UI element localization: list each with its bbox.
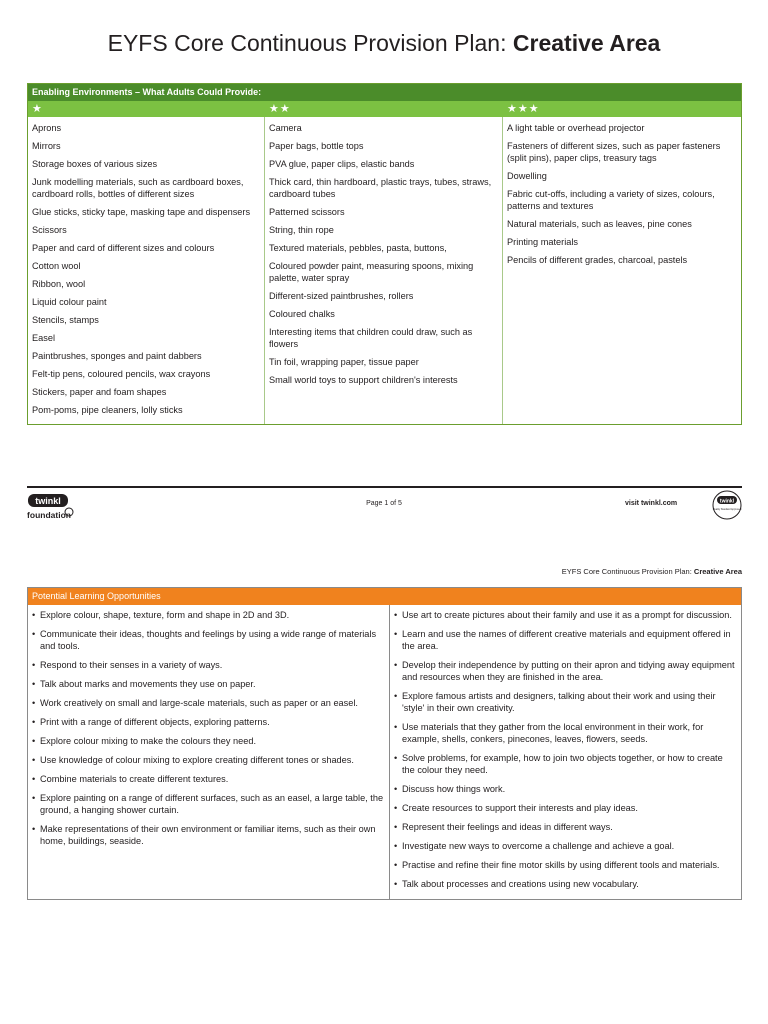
- learning-item-text: Use materials that they gather from the local environment in their work, for example, shells, conkers, pinecones, leaves, flowers, seeds.: [402, 722, 704, 744]
- three-star-header: ★★★: [507, 103, 540, 115]
- provision-item: Junk modelling materials, such as cardboard boxes, cardboard rolls, bottles of different sizes: [32, 177, 244, 199]
- provision-item: Aprons: [32, 123, 62, 133]
- provision-item: Different-sized paintbrushes, rollers: [269, 291, 414, 301]
- visit-link[interactable]: visit twinkl.com: [625, 500, 678, 507]
- learning-item: [394, 752, 737, 776]
- provision-item: Fabric cut-offs, including a variety of sizes, colours, patterns and textures: [507, 189, 715, 211]
- provision-item: Fasteners of different sizes, such as paper fasteners (split pins), paper clips, treasury tags: [507, 141, 721, 163]
- learning-item-text: Respond to their senses in a variety of ways.: [40, 660, 223, 670]
- learning-item: [32, 609, 385, 621]
- provision-item: Scissors: [32, 225, 67, 235]
- badge-bottom-text: Quality Standard Approved: [712, 508, 742, 511]
- learning-item: [394, 721, 737, 745]
- learning-item-text: Develop their independence by putting on their apron and tidying away equipment and resources when they are finished in the area.: [402, 660, 735, 682]
- provision-item: Stickers, paper and foam shapes: [32, 387, 167, 397]
- provision-item: Tin foil, wrapping paper, tissue paper: [269, 357, 419, 367]
- learning-item: [394, 859, 737, 871]
- enabling-environments-table: [27, 83, 742, 425]
- learning-item-text: Combine materials to create different textures.: [40, 774, 229, 784]
- provision-item: Textured materials, pebbles, pasta, buttons,: [269, 243, 447, 253]
- learning-item-text: Communicate their ideas, thoughts and feelings by using a wide range of materials and tools.: [40, 629, 377, 651]
- provision-item: String, thin rope: [269, 225, 334, 235]
- provision-item: Thick card, thin hardboard, plastic trays, tubes, straws, cardboard tubes: [269, 177, 492, 199]
- running-header-bold: Creative Area: [693, 567, 742, 576]
- bullet-icon: •: [32, 717, 36, 727]
- learning-item-text: Print with a range of different objects, exploring patterns.: [40, 717, 270, 727]
- page-number: Page 1 of 5: [366, 500, 402, 507]
- learning-item: [394, 628, 737, 652]
- provision-item: Pencils of different grades, charcoal, pastels: [507, 255, 688, 265]
- provision-item: Easel: [32, 333, 55, 343]
- provision-item: Interesting items that children could draw, such as flowers: [269, 327, 473, 349]
- learning-item-text: Practise and refine their fine motor skills by using different tools and materials.: [402, 860, 720, 870]
- bullet-icon: •: [394, 610, 398, 620]
- learning-item-text: Talk about marks and movements they use on paper.: [40, 679, 256, 689]
- bullet-icon: •: [394, 822, 398, 832]
- twinkl-foundation-logo: [27, 492, 75, 522]
- learning-item: [394, 783, 737, 795]
- bullet-icon: •: [394, 803, 398, 813]
- bullet-icon: •: [32, 660, 36, 670]
- bullet-icon: •: [32, 736, 36, 746]
- learning-item-text: Work creatively on small and large-scale materials, such as paper or an easel.: [40, 698, 358, 708]
- potential-learning-body: [28, 605, 741, 899]
- learning-item: [32, 678, 385, 690]
- learning-left-column: [28, 605, 390, 899]
- provision-item: Pom-poms, pipe cleaners, lolly sticks: [32, 405, 183, 415]
- logo-bottom-text: foundation: [27, 510, 71, 520]
- bullet-icon: •: [394, 784, 398, 794]
- learning-item: [394, 821, 737, 833]
- learning-item-text: Explore colour mixing to make the colours they need.: [40, 736, 257, 746]
- learning-item: [394, 802, 737, 814]
- provision-item: Patterned scissors: [269, 207, 345, 217]
- enabling-environments-heading: Enabling Environments – What Adults Could Provide:: [28, 84, 741, 101]
- provision-item: Paintbrushes, sponges and paint dabbers: [32, 351, 202, 361]
- bullet-icon: •: [394, 722, 398, 732]
- learning-item: [32, 716, 385, 728]
- learning-item: [32, 659, 385, 671]
- learning-item-text: Explore painting on a range of different surfaces, such as an easel, a large table, the ground, a hanging shower curtain.: [40, 793, 384, 815]
- learning-item-text: Discuss how things work.: [402, 784, 506, 794]
- learning-item-text: Explore colour, shape, texture, form and shape in 2D and 3D.: [40, 610, 290, 620]
- learning-item: [32, 792, 385, 816]
- learning-item: [394, 690, 737, 714]
- bullet-icon: •: [32, 824, 36, 834]
- provision-item: Coloured powder paint, measuring spoons, mixing palette, water spray: [269, 261, 474, 283]
- page-title: [0, 30, 768, 57]
- title-bold: Creative Area: [512, 30, 661, 56]
- provision-item: Paper and card of different sizes and colours: [32, 243, 215, 253]
- bullet-icon: •: [32, 679, 36, 689]
- learning-item: [394, 878, 737, 890]
- enabling-environments-body: [28, 117, 741, 424]
- learning-item: [32, 735, 385, 747]
- bullet-icon: •: [32, 755, 36, 765]
- learning-item: [32, 697, 385, 709]
- bullet-icon: •: [394, 660, 398, 670]
- learning-item-text: Explore famous artists and designers, talking about their work and using their 'style' in their own creativity.: [402, 691, 716, 713]
- learning-item: [32, 773, 385, 785]
- logo-top-text: twinkl: [35, 496, 61, 506]
- star-level-row: [28, 101, 741, 117]
- quality-badge-icon: [712, 490, 742, 520]
- bullet-icon: •: [394, 629, 398, 639]
- learning-item: [32, 823, 385, 847]
- provision-item: Liquid colour paint: [32, 297, 107, 307]
- one-star-column: [28, 117, 265, 424]
- one-star-header: ★: [32, 103, 43, 115]
- learning-right-column: [390, 605, 741, 899]
- provision-item: Natural materials, such as leaves, pine cones: [507, 219, 692, 229]
- learning-item-text: Use knowledge of colour mixing to explore creating different tones or shades.: [40, 755, 354, 765]
- learning-item: [32, 754, 385, 766]
- learning-item-text: Use art to create pictures about their family and use it as a prompt for discussion.: [402, 610, 732, 620]
- provision-item: Printing materials: [507, 237, 578, 247]
- running-header-regular: EYFS Core Continuous Provision Plan:: [561, 567, 692, 576]
- bullet-icon: •: [394, 860, 398, 870]
- provision-item: Coloured chalks: [269, 309, 335, 319]
- two-star-column: [265, 117, 503, 424]
- provision-item: Camera: [269, 123, 302, 133]
- running-header: [562, 567, 742, 576]
- provision-item: PVA glue, paper clips, elastic bands: [269, 159, 415, 169]
- bullet-icon: •: [32, 610, 36, 620]
- learning-item-text: Make representations of their own environment or familiar items, such as their own home, buildings, seaside.: [40, 824, 376, 846]
- provision-item: Mirrors: [32, 141, 61, 151]
- bullet-icon: •: [32, 698, 36, 708]
- learning-item-text: Solve problems, for example, how to join two objects together, or how to create the colour they need.: [402, 753, 723, 775]
- bullet-icon: •: [394, 879, 398, 889]
- provision-item: Felt-tip pens, coloured pencils, wax crayons: [32, 369, 211, 379]
- learning-item: [394, 840, 737, 852]
- learning-item-text: Learn and use the names of different creative materials and equipment offered in the area.: [402, 629, 731, 651]
- potential-learning-table: [27, 587, 742, 900]
- provision-item: Ribbon, wool: [32, 279, 86, 289]
- bullet-icon: •: [32, 774, 36, 784]
- provision-item: Paper bags, bottle tops: [269, 141, 364, 151]
- three-star-column: [503, 117, 741, 424]
- learning-item: [394, 659, 737, 683]
- provision-item: Stencils, stamps: [32, 315, 99, 325]
- learning-item: [32, 628, 385, 652]
- provision-item: Dowelling: [507, 171, 547, 181]
- bullet-icon: •: [32, 793, 36, 803]
- two-star-header: ★★: [269, 103, 291, 115]
- provision-item: Storage boxes of various sizes: [32, 159, 158, 169]
- potential-learning-heading: Potential Learning Opportunities: [28, 588, 741, 605]
- learning-item-text: Represent their feelings and ideas in different ways.: [402, 822, 613, 832]
- bullet-icon: •: [394, 841, 398, 851]
- learning-item-text: Talk about processes and creations using new vocabulary.: [402, 879, 639, 889]
- learning-item-text: Investigate new ways to overcome a challenge and achieve a goal.: [402, 841, 675, 851]
- provision-item: A light table or overhead projector: [507, 123, 645, 133]
- bullet-icon: •: [394, 691, 398, 701]
- learning-item: [394, 609, 737, 621]
- provision-item: Glue sticks, sticky tape, masking tape and dispensers: [32, 207, 251, 217]
- title-regular: EYFS Core Continuous Provision Plan:: [107, 30, 507, 56]
- provision-item: Small world toys to support children's interests: [269, 375, 458, 385]
- bullet-icon: •: [394, 753, 398, 763]
- bullet-icon: •: [32, 629, 36, 639]
- learning-item-text: Create resources to support their interests and play ideas.: [402, 803, 638, 813]
- provision-item: Cotton wool: [32, 261, 81, 271]
- badge-top-text: twinkl: [719, 498, 735, 505]
- footer-divider: [27, 486, 742, 488]
